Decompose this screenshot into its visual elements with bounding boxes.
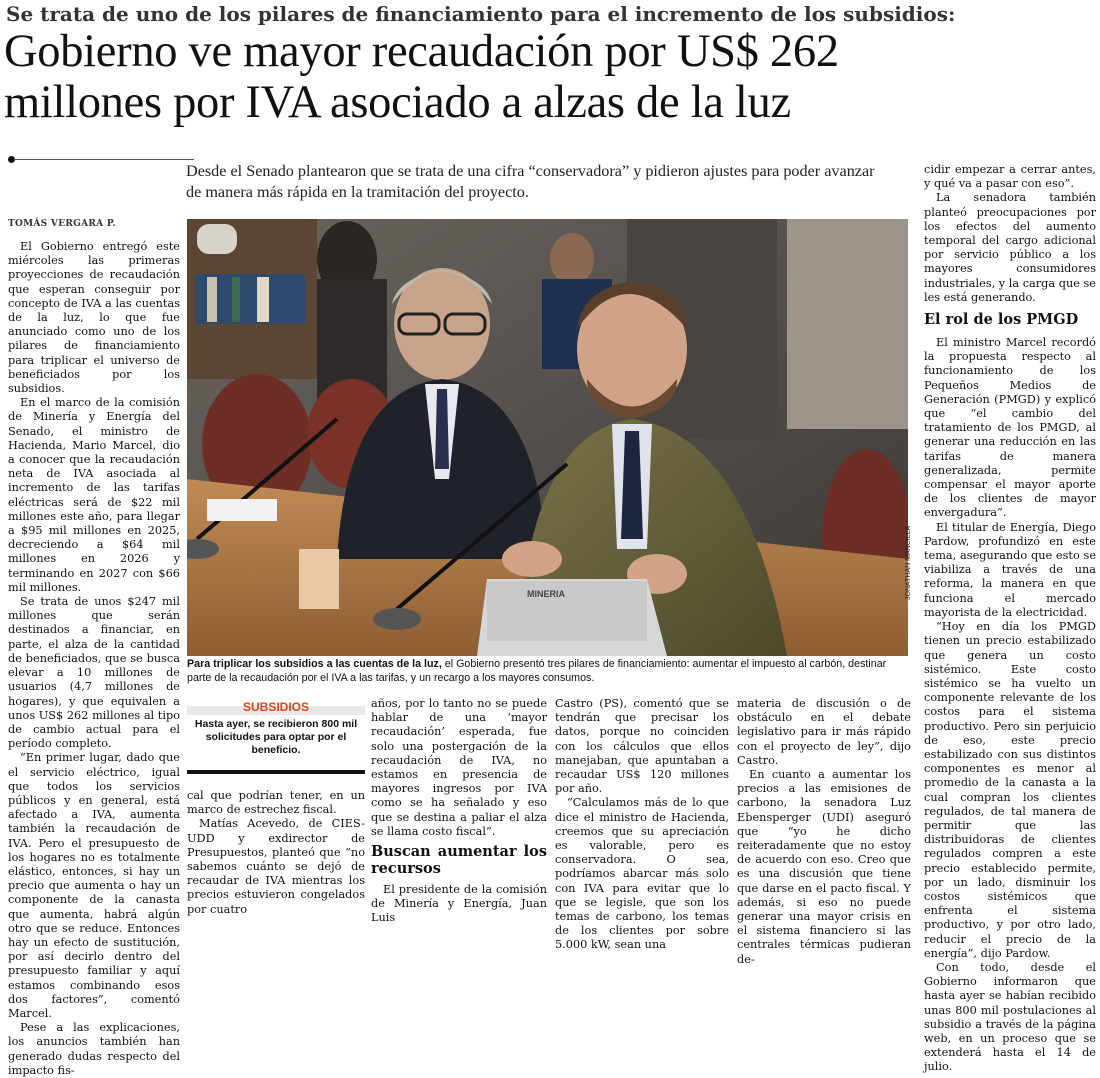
column-2 [187,789,365,917]
column-1 [8,240,180,1078]
news-photo [187,219,908,656]
box-label: SUBSIDIOS [242,700,309,714]
box-rule [187,770,365,774]
col5-paragraph: materia de discusión o de obstáculo en el debate legislativo para ir más rápido con el proyecto de ley”, dijo Castro. [737,697,911,767]
column-3 [371,697,547,926]
col2-paragraph: cal que podrían tener, en un marco de estrechez fiscal. [187,789,365,817]
box-text: Hasta ayer, se recibieron 800 mil solicitudes para optar por el beneficio. [194,718,358,756]
right-paragraph: El titular de Energía, Diego Pardow, profundizó en este tema, asegurando que esto se viabiliza a través de una reforma, la manera en que funciona el mercado mayorista de la electricidad. [924,520,1096,619]
col4-paragraph: Castro (PS), comentó que se tendrán que precisar los datos, porque no coinciden con los cálculos que ellos manejaban, que apuntaban a recaudar US$ 120 millones por año. [555,697,729,796]
headline-line-1: Gobierno ve mayor recaudación por US$ 262 [4,26,839,77]
deck [186,161,916,203]
deck-line-1: Desde el Senado plantearon que se trata de una cifra “conservadora” y pidieron ajustes para poder avanzar [186,162,875,180]
col4-paragraph: “Calculamos más de lo que dice el ministro de Hacienda, creemos que su apreciación es valorable, pero es conservadora. O sea, podríamos abarcar más solo con IVA para evitar que lo que se legisle, que son los temas de carbono, los temas de los clientes por sobre 5.000 kW, sean una [555,796,729,952]
col5-paragraph: En cuanto a aumentar los precios a las emisiones de carbono, la senadora Luz Ebensperger (UDI) aseguró que “yo he dicho reiteradamente que no estoy de acuerdo con eso. Creo que es una discusión que tiene que darse en el pacto fiscal. Y además, si eso no puede generar una mayor crisis en el sistema financiero si las centrales térmicas pudieran de- [737,768,911,966]
col3-paragraph: El presidente de la comisión de Minería y Energía, Juan Luis [371,883,547,925]
right-paragraph: El ministro Marcel recordó la propuesta respecto al funcionamiento de los Pequeños Medios de Generación (PMGD) y explicó que “el cambio del tratamiento de los PMGD, al generar una reducción en las tarifas de manera generalizada, permite compensar el mayor aporte de los clientes de mayor envergadura”. [924,336,1096,520]
col1-paragraph: Se trata de unos $247 mil millones que serán destinados a financiar, en parte, el alza de la cantidad de beneficiados, que se busca elevar a 10 millones de usuarios (4,7 millones de hogares), y que equivalen a unos US$ 262 millones al tipo de cambio actual para el período completo. [8,595,180,751]
col1-paragraph: El Gobierno entregó este miércoles las primeras proyecciones de recaudación que esperan conseguir por concepto de IVA a las cuentas de la luz, lo que fue anunciado como uno de los pilares de financiamiento para triplicar el universo de beneficiados por los subsidios. [8,240,180,396]
byline: TOMÁS VERGARA P. [8,219,116,229]
deck-rule [14,159,194,160]
col3-paragraph: años, por lo tanto no se puede hablar de una ‘mayor recaudación’ esperada, fue solo una postergación de la recaudación de IVA, no estamos en presencia de mayores ingresos por IVA como se ha señalado y eso que se destina a paliar el alza se llama costo fiscal”. [371,697,547,838]
caption-text: el Gobierno presentó tres pilares de financiamiento: aumentar el impuesto al carbón, destinar parte de la recaudación por el IVA a las tarifas, y un recargo a los mayores consumos. [187,658,887,684]
headline [4,26,1096,128]
column-5 [737,697,911,967]
column-right [924,163,1096,1075]
col2-paragraph: Matías Acevedo, de CIES-UDD y exdirector de Presupuestos, planteó que “no sabemos cuánto se dejó de recaudar de IVA mientras los precios estuvieron congelados por cuatro [187,817,365,916]
right-paragraph: “Hoy en día los PMGD tienen un precio estabilizado que genera un costo sistémico. Este costo sistémico se ha vuelto un componente relevante de los costos para el sistema productivo. Pero sin perjuicio de eso, este precio estabilizado con sus distintos componentes es menor al promedio de la canasta a la cual compran los clientes regulados, de tal manera de permitir que las distribuidoras de clientes regulados compren a este precio establecido permite, por un lado, disminuir los costos sistémicos que enfrenta el sistema productivo, y por otro lado, reducir el precio de la energía”, dijo Pardow. [924,620,1096,960]
col1-paragraph: En el marco de la comisión de Minería y Energía del Senado, el ministro de Hacienda, Mario Marcel, dio a conocer que la recaudación neta de IVA asociada al incremento de las tarifas eléctricas será de $22 mil millones este año, para llegar a $95 mil millones en 2025, decreciendo a $64 mil millones en 2026 y terminando en 2027 con $66 mil millones. [8,396,180,594]
subsidios-box [187,700,365,770]
right-paragraph: Con todo, desde el Gobierno informaron que hasta ayer se habían recibido unas 800 mil postulaciones al subsidio a través de la página web, en un proceso que se extenderá hasta el 14 de julio. [924,960,1096,1074]
right-paragraph: cidir empezar a cerrar antes, y qué va a pasar con eso”. [924,163,1096,191]
laptop-label: MINERIA [527,589,565,599]
right-subhead: El rol de los PMGD [924,311,1079,329]
col3-subhead: Buscan aumentar los recursos [371,843,547,878]
photo-credit: JONATHAN MANCILLA [905,525,912,600]
kicker: Se trata de uno de los pilares de financiamiento para el incremento de los subsidios: [6,2,956,26]
caption-lead: Para triplicar los subsidios a las cuentas de la luz, [187,658,442,670]
col1-paragraph: “En primer lugar, dado que el servicio eléctrico, igual que todos los servicios públicos y en general, está afectado a IVA, aumenta también la recaudación de IVA. Pero el presupuesto de los hogares no es totalmente elástico, entonces, si hay un precio que aumenta o hay un componente de la canasta que aumenta, habrá algún otro que se reduce. Entonces hay un efecto de sustitución, por así decirlo dentro del presupuesto familiar y aquí estamos combinando esos dos factores”, comentó Marcel. [8,751,180,1020]
photo-caption [187,657,905,685]
right-paragraph: La senadora también planteó preocupaciones por los efectos del aumento temporal del cargo adicional por servicio público a los mayores consumidores industriales, y la carga que se les está generando. [924,191,1096,304]
headline-line-2: millones por IVA asociado a alzas de la luz [4,77,791,128]
column-4 [555,697,729,953]
col1-paragraph: Pese a las explicaciones, los anuncios también han generado dudas respecto del impacto fis- [8,1021,180,1077]
deck-line-2: de manera más rápida en la tramitación del proyecto. [186,183,529,201]
